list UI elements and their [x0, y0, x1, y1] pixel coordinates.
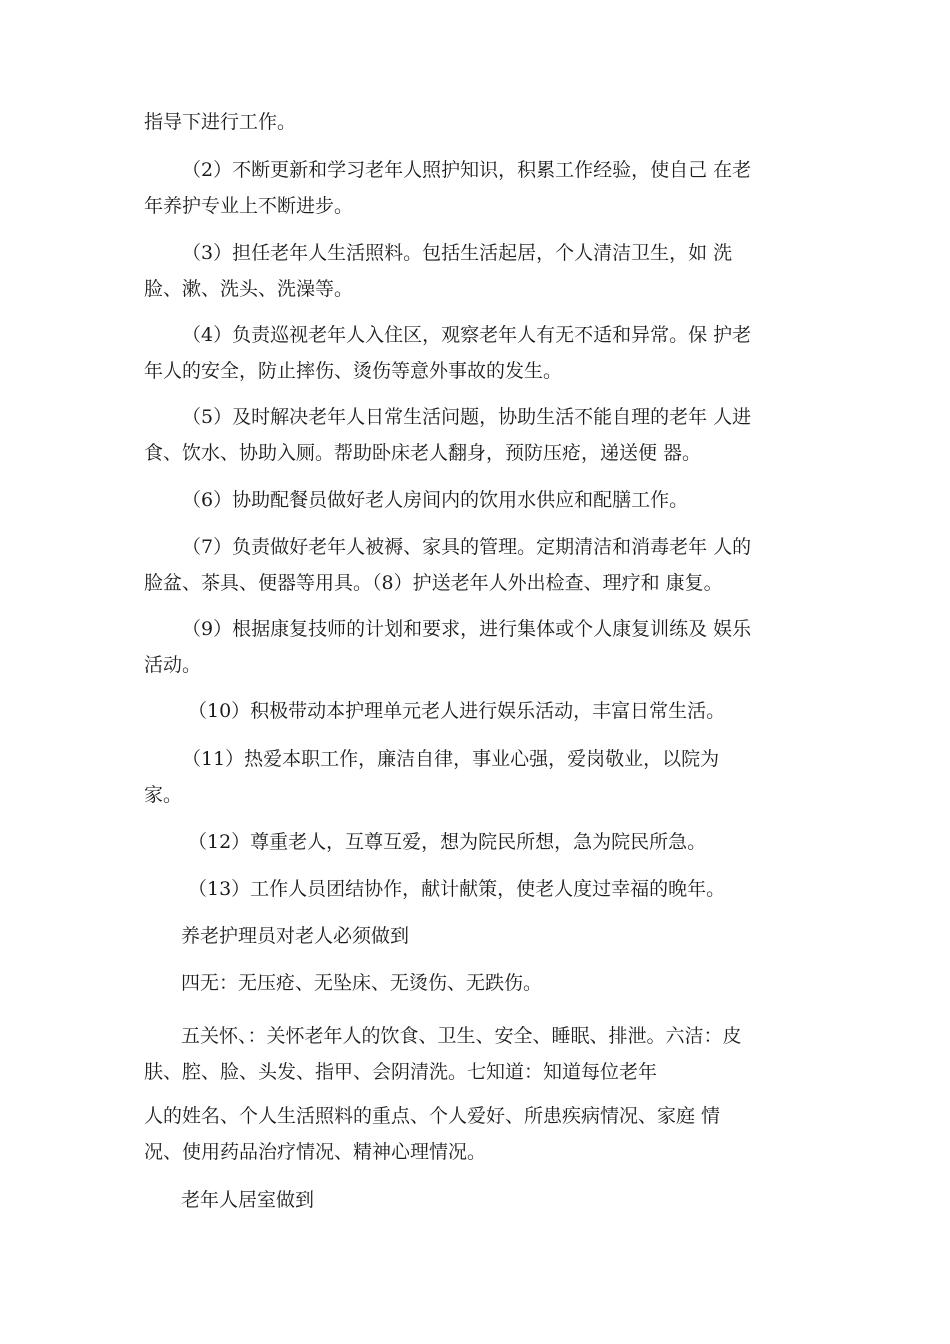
paragraph-line: （11）热爱本职工作，廉洁自律，事业心强，爱岗敬业，以院为 [182, 748, 720, 770]
paragraph-line: 养老护理员对老人必须做到 [181, 925, 410, 947]
paragraph-line: （10）积极带动本护理单元老人进行娱乐活动，丰富日常生活。 [188, 700, 726, 722]
paragraph-item-9 [144, 611, 834, 683]
paragraph-line: 肤、腔、脸、头发、指甲、会阴清洗。七知道：知道每位老年 [144, 1061, 658, 1083]
paragraph-four-no [181, 965, 871, 1001]
paragraph-line: 指导下进行工作。 [144, 111, 297, 133]
paragraph-item-6 [144, 482, 834, 518]
paragraph-item-10 [188, 693, 878, 729]
paragraph-continuation [144, 104, 834, 140]
paragraph-line: 五关怀、：关怀老年人的饮食、卫生、安全、睡眠、排泄。六洁：皮 [181, 1025, 742, 1047]
paragraph-line: （12）尊重老人，互尊互爱，想为院民所想，急为院民所急。 [188, 831, 707, 853]
paragraph-line: 食、饮水、协助入厕。帮助卧床老人翻身，预防压疮，递送便 器。 [144, 442, 702, 464]
section-heading-room [181, 1182, 871, 1218]
paragraph-line: （7）负责做好老年人被褥、家具的管理。定期清洁和消毒老年 人的 [182, 536, 752, 558]
paragraph-line: 人的姓名、个人生活照料的重点、个人爱好、所患疾病情况、家庭 情 [144, 1105, 721, 1127]
paragraph-line: 老年人居室做到 [181, 1189, 315, 1211]
paragraph-line: 年养护专业上不断进步。 [144, 195, 354, 217]
paragraph-line: 脸、漱、洗头、洗澡等。 [144, 278, 354, 300]
paragraph-item-12 [188, 824, 878, 860]
paragraph-line: （3）担任老年人生活照料。包括生活起居，个人清洁卫生，如 洗 [182, 242, 733, 264]
paragraph-line: （5）及时解决老年人日常生活问题，协助生活不能自理的老年 人进 [182, 406, 752, 428]
paragraph-item-4 [144, 317, 834, 389]
paragraph-line: （6）协助配餐员做好老人房间内的饮用水供应和配膳工作。 [182, 489, 689, 511]
paragraph-line: （13）工作人员团结协作，献计献策，使老人度过幸福的晚年。 [188, 878, 726, 900]
paragraph-line: 活动。 [144, 654, 202, 676]
paragraph-item-5 [144, 399, 834, 471]
paragraph-line: （2）不断更新和学习老年人照护知识，积累工作经验，使自己 在老 [182, 159, 752, 181]
paragraph-item-7-8 [144, 529, 834, 601]
paragraph-item-3 [144, 235, 834, 307]
paragraph-line: 家。 [144, 784, 183, 806]
paragraph-line: 脸盆、茶具、便器等用具。（8）护送老年人外出检查、理疗和 康复。 [144, 572, 723, 594]
paragraph-five-care [144, 1018, 834, 1090]
paragraph-seven-know [144, 1098, 834, 1170]
paragraph-item-2 [144, 152, 834, 224]
paragraph-line: （9）根据康复技师的计划和要求，进行集体或个人康复训练及 娱乐 [182, 618, 752, 640]
section-heading-caregiver [181, 918, 871, 954]
paragraph-line: 年人的安全，防止摔伤、烫伤等意外事故的发生。 [144, 360, 563, 382]
paragraph-line: 况、使用药品治疗情况、精神心理情况。 [144, 1141, 487, 1163]
paragraph-line: 四无：无压疮、无坠床、无烫伤、无跌伤。 [181, 972, 543, 994]
paragraph-line: （4）负责巡视老年人入住区，观察老年人有无不适和异常。保 护老 [182, 324, 752, 346]
paragraph-item-11 [144, 741, 834, 813]
paragraph-item-13 [188, 871, 878, 907]
